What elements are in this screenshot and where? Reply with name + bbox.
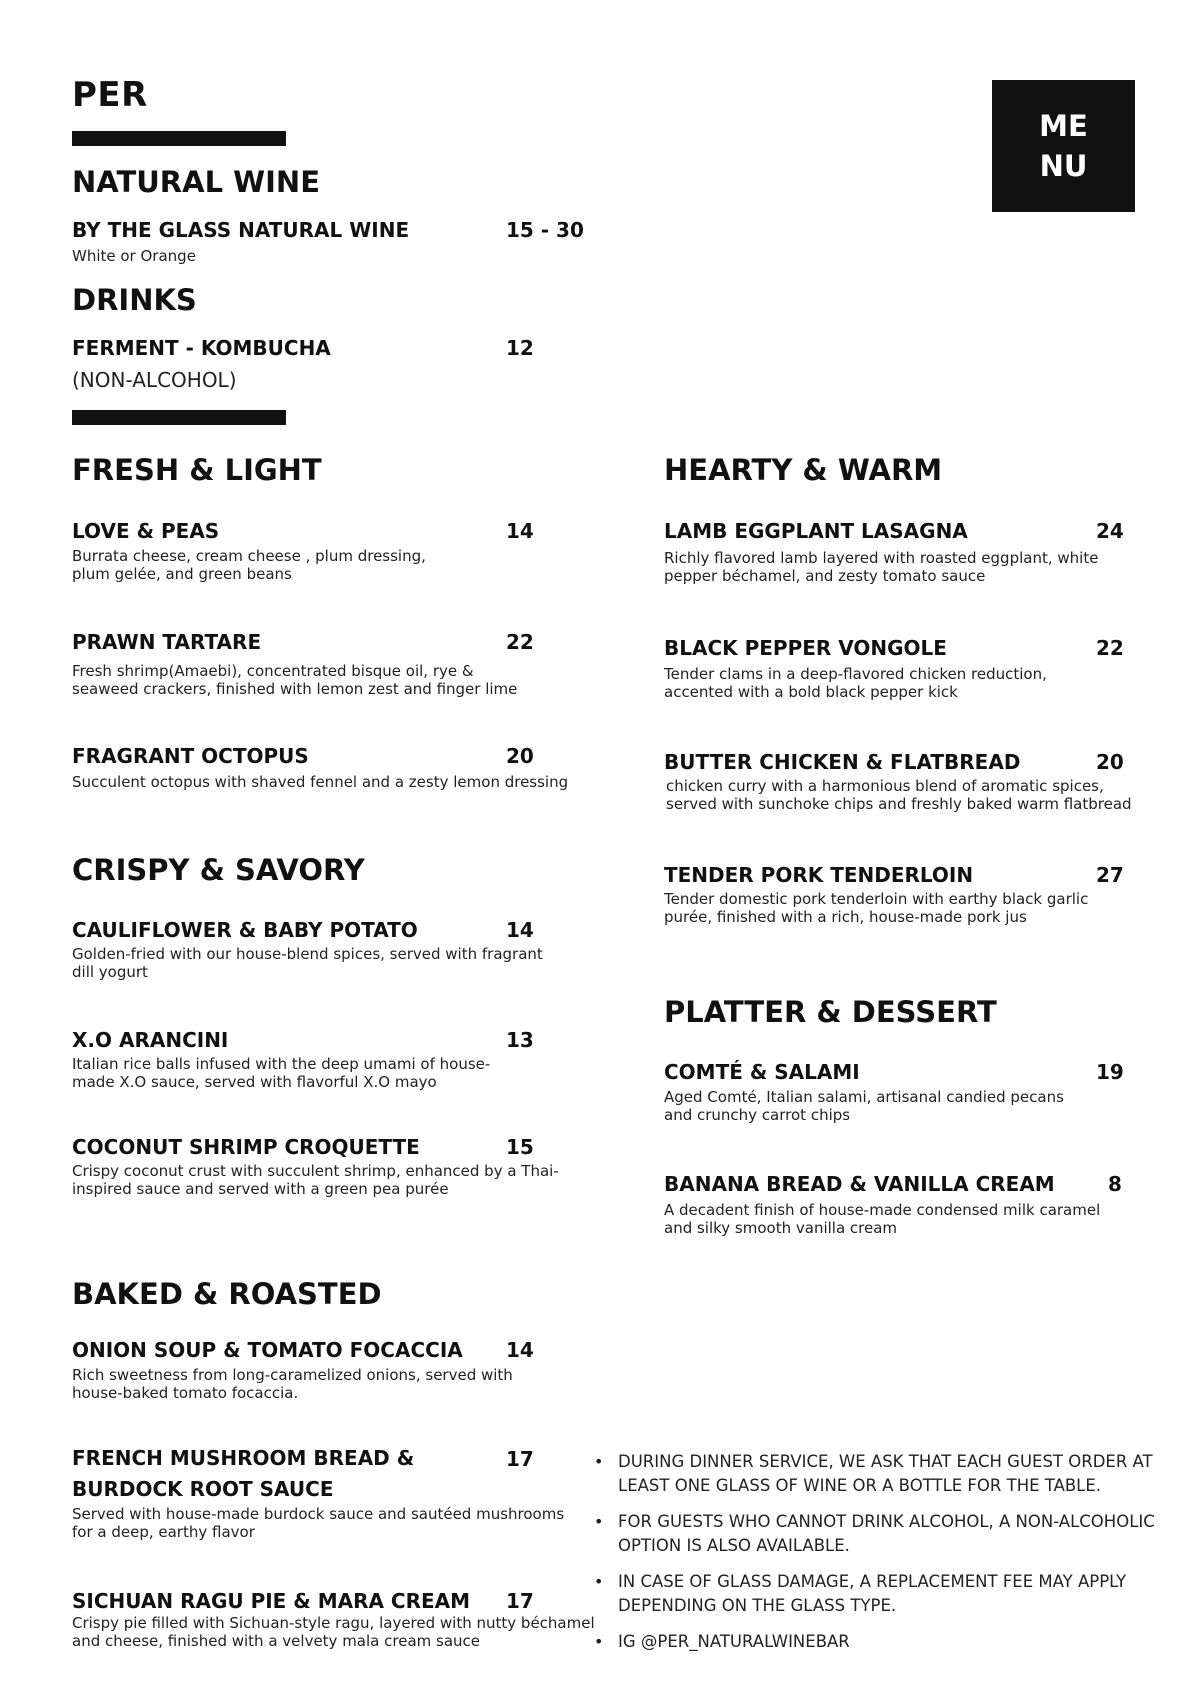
section-title-platter-dessert: PLATTER & DESSERT [664, 995, 997, 1029]
item-description-line: Served with house-made burdock sauce and sautéed mushrooms [72, 1505, 565, 1523]
section-title-crispy-savory: CRISPY & SAVORY [72, 853, 365, 887]
item-name: BANANA BREAD & VANILLA CREAM [664, 1172, 1055, 1196]
item-name: LOVE & PEAS [72, 519, 220, 543]
item-name-line: FRENCH MUSHROOM BREAD & [72, 1446, 415, 1470]
item-description-line: pepper béchamel, and zesty tomato sauce [664, 567, 986, 585]
item-description-line: A decadent finish of house-made condensed milk caramel [664, 1201, 1101, 1219]
house-note-text: IN CASE OF GLASS DAMAGE, A REPLACEMENT FEE MAY APPLY DEPENDING ON THE GLASS TYPE. [618, 1572, 1127, 1615]
bullet-icon: • [594, 1572, 604, 1591]
item-description-line: accented with a bold black pepper kick [664, 683, 958, 701]
item-name: BY THE GLASS NATURAL WINE [72, 218, 410, 242]
item-description-line: Aged Comté, Italian salami, artisanal candied pecans [664, 1088, 1064, 1106]
item-price: 14 [506, 519, 534, 543]
item-price: 22 [1096, 636, 1124, 660]
house-note-text: DURING DINNER SERVICE, WE ASK THAT EACH GUEST ORDER AT LEAST ONE GLASS OF WINE OR A BOTTLE FOR THE TABLE. [618, 1452, 1153, 1495]
item-description-line: Italian rice balls infused with the deep umami of house- [72, 1055, 491, 1073]
item-description [72, 1366, 513, 1402]
item-price: 17 [506, 1447, 534, 1471]
item-description: White or Orange [72, 247, 196, 265]
item-price: 17 [506, 1589, 534, 1613]
item-description [664, 1088, 1064, 1124]
item-description-line: seaweed crackers, finished with lemon zest and finger lime [72, 680, 518, 698]
item-name: COMTÉ & SALAMI [664, 1060, 860, 1084]
item-price: 8 [1108, 1172, 1122, 1196]
item-price: 22 [506, 630, 534, 654]
item-description-line: Tender domestic pork tenderloin with earthy black garlic [664, 890, 1089, 908]
item-description [72, 1162, 559, 1198]
item-description-line: served with sunchoke chips and freshly baked warm flatbread [666, 795, 1132, 813]
item-description-line: plum gelée, and green beans [72, 565, 292, 583]
item-description-line: chicken curry with a harmonious blend of aromatic spices, [666, 777, 1104, 795]
section-title-fresh-light: FRESH & LIGHT [72, 453, 322, 487]
item-description-line: Fresh shrimp(Amaebi), concentrated bisque oil, rye & [72, 662, 474, 680]
item-description [664, 890, 1088, 926]
item-description-line: Crispy pie filled with Sichuan-style ragu, layered with nutty béchamel [72, 1614, 595, 1632]
house-note [592, 1570, 1172, 1618]
brand-name: PER [72, 75, 148, 115]
item-description-line: Tender clams in a deep-flavored chicken reduction, [664, 665, 1047, 683]
item-name: TENDER PORK TENDERLOIN [664, 863, 974, 887]
item-description-line: Golden-fried with our house-blend spices, served with fragrant [72, 945, 543, 963]
item-price: 14 [506, 1338, 534, 1362]
menu-badge-line2: NU [1039, 149, 1088, 183]
section-title-baked-roasted: BAKED & ROASTED [72, 1277, 382, 1311]
item-description-line: for a deep, earthy flavor [72, 1523, 255, 1541]
item-description [664, 665, 1047, 701]
item-price: 15 - 30 [506, 218, 584, 242]
item-name: X.O ARANCINI [72, 1028, 229, 1052]
item-name: CAULIFLOWER & BABY POTATO [72, 918, 418, 942]
bullet-icon: • [594, 1452, 604, 1471]
menu-badge-line1: ME [1039, 109, 1088, 143]
item-name-line: BURDOCK ROOT SAUCE [72, 1477, 334, 1501]
house-notes-list [592, 1450, 1172, 1666]
item-price: 27 [1096, 863, 1124, 887]
item-name: LAMB EGGPLANT LASAGNA [664, 519, 968, 543]
item-description-line: house-baked tomato focaccia. [72, 1384, 299, 1402]
divider-bar-top [72, 131, 286, 146]
item-name: BUTTER CHICKEN & FLATBREAD [664, 750, 1021, 774]
item-description [72, 547, 426, 583]
item-description-line: made X.O sauce, served with flavorful X.O mayo [72, 1073, 437, 1091]
item-description-line: Rich sweetness from long-caramelized onions, served with [72, 1366, 513, 1384]
section-title-drinks: DRINKS [72, 283, 197, 317]
item-name: COCONUT SHRIMP CROQUETTE [72, 1135, 420, 1159]
item-price: 15 [506, 1135, 534, 1159]
item-description-line: Crispy coconut crust with succulent shrimp, enhanced by a Thai- [72, 1162, 559, 1180]
item-description-line: and crunchy carrot chips [664, 1106, 851, 1124]
item-description-line: dill yogurt [72, 963, 148, 981]
divider-bar-bottom [72, 410, 286, 425]
item-description-line: Succulent octopus with shaved fennel and a zesty lemon dressing [72, 773, 569, 791]
item-price: 13 [506, 1028, 534, 1052]
item-description-line: Richly flavored lamb layered with roasted eggplant, white [664, 549, 1099, 567]
item-name [72, 1443, 472, 1505]
house-note [592, 1510, 1172, 1558]
bullet-icon: • [594, 1512, 604, 1531]
house-note [592, 1630, 1172, 1654]
item-price: 24 [1096, 519, 1124, 543]
item-description [72, 662, 517, 698]
item-description [664, 549, 1098, 585]
section-title-hearty-warm: HEARTY & WARM [664, 453, 943, 487]
item-description [666, 777, 1132, 813]
item-description [72, 1055, 490, 1091]
item-name: ONION SOUP & TOMATO FOCACCIA [72, 1338, 463, 1362]
item-name: FERMENT - KOMBUCHA [72, 336, 331, 360]
item-description-line: and cheese, finished with a velvety mala cream sauce [72, 1632, 481, 1650]
house-note-text: FOR GUESTS WHO CANNOT DRINK ALCOHOL, A NON-ALCOHOLIC OPTION IS ALSO AVAILABLE. [618, 1512, 1155, 1555]
item-name: FRAGRANT OCTOPUS [72, 744, 309, 768]
section-title-natural-wine: NATURAL WINE [72, 165, 321, 199]
item-price: 20 [1096, 750, 1124, 774]
item-name: SICHUAN RAGU PIE & MARA CREAM [72, 1589, 471, 1613]
item-price: 19 [1096, 1060, 1124, 1084]
item-description-line: and silky smooth vanilla cream [664, 1219, 898, 1237]
bullet-icon: • [594, 1632, 604, 1651]
item-name: BLACK PEPPER VONGOLE [664, 636, 947, 660]
item-name: PRAWN TARTARE [72, 630, 262, 654]
item-price: 20 [506, 744, 534, 768]
item-description [72, 945, 543, 981]
item-description-line: purée, finished with a rich, house-made pork jus [664, 908, 1027, 926]
item-note: (NON-ALCOHOL) [72, 368, 237, 392]
item-description [72, 773, 568, 791]
item-description-line: Burrata cheese, cream cheese , plum dressing, [72, 547, 426, 565]
item-description [664, 1201, 1100, 1237]
item-description-line: inspired sauce and served with a green pea purée [72, 1180, 449, 1198]
item-price: 12 [506, 336, 534, 360]
house-note-text: IG @PER_NATURALWINEBAR [618, 1632, 850, 1651]
house-note [592, 1450, 1172, 1498]
item-description [72, 1614, 595, 1650]
item-price: 14 [506, 918, 534, 942]
menu-badge [992, 80, 1135, 212]
item-description [72, 1505, 564, 1541]
